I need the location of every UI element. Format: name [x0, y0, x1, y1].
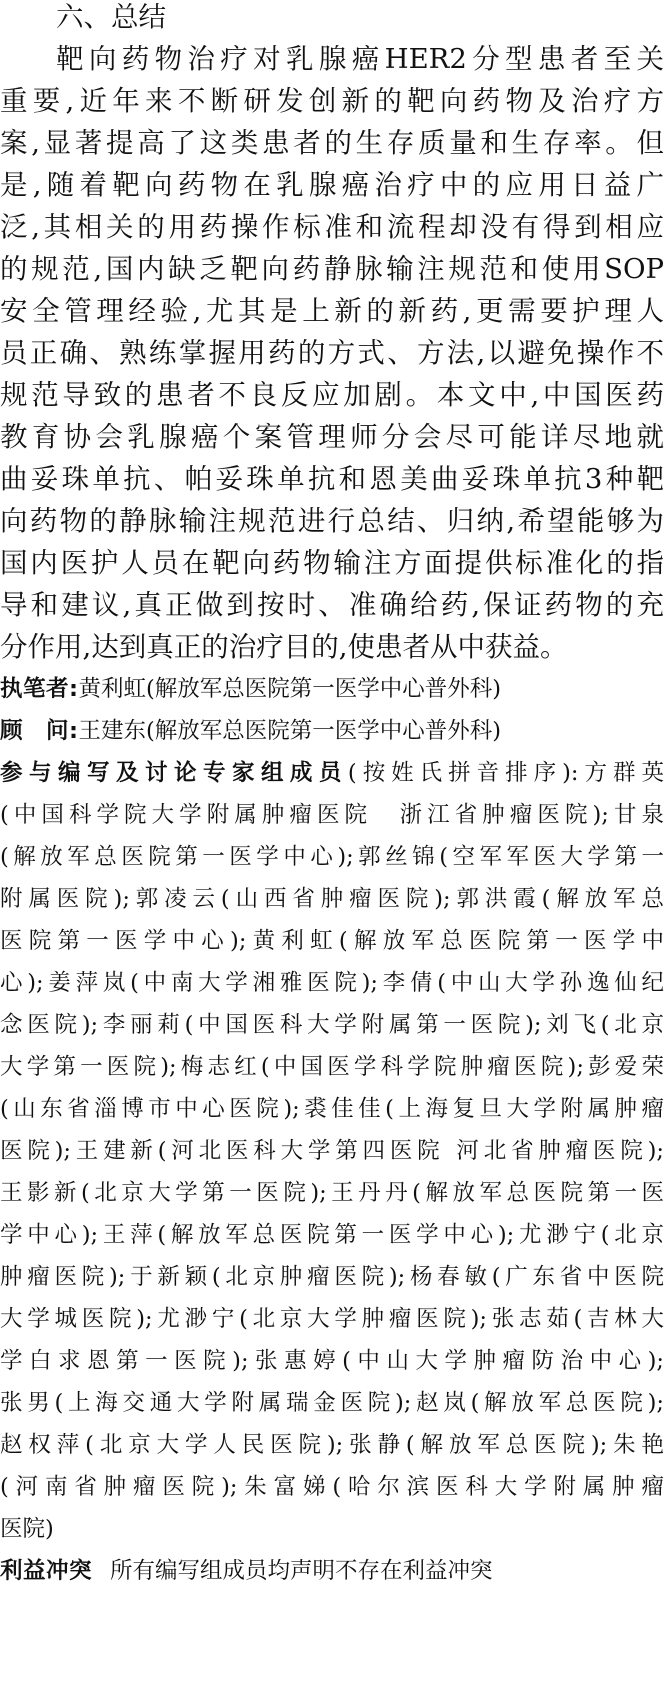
author-credit: [0, 672, 667, 706]
members-line: 医院第一医学中心);黄利虹(解放军总医院第一医学中: [0, 928, 664, 954]
members-line: 肿瘤医院);于新颖(北京肿瘤医院);杨春敏(广东省中医院: [0, 1264, 664, 1290]
members-line: 学白求恩第一医院);张惠婷(中山大学肿瘤防治中心);: [0, 1348, 664, 1374]
summary-line: 的规范,国内缺乏靶向药静脉输注规范和使用SOP: [0, 253, 664, 285]
summary-line: 员正确、熟练掌握用药的方式、方法,以避免操作不: [0, 337, 664, 369]
members-line: 附属医院);郭凌云(山西省肿瘤医院);郭洪霞(解放军总: [0, 886, 664, 912]
members-line: 念医院);李丽莉(中国医科大学附属第一医院);刘飞(北京: [0, 1012, 664, 1038]
members-line: [0, 756, 664, 790]
author-label: 执笔者:: [0, 676, 79, 702]
summary-line: 国内医护人员在靶向药物输注方面提供标准化的指: [0, 547, 664, 579]
members-line: 心);姜萍岚(中南大学湘雅医院);李倩(中山大学孙逸仙纪: [0, 970, 664, 996]
summary-line: 规范导致的患者不良反应加剧。本文中,中国医药: [0, 379, 664, 411]
summary-line: 靶向药物治疗对乳腺癌HER2分型患者至关: [56, 43, 664, 75]
conflict-label: 利益冲突: [0, 1558, 93, 1584]
members-line: 大学第一医院);梅志红(中国医学科学院肿瘤医院);彭爱荣: [0, 1054, 664, 1080]
advisor-label: 顾 问:: [0, 718, 79, 744]
summary-line: 曲妥珠单抗、帕妥珠单抗和恩美曲妥珠单抗3种靶: [0, 463, 664, 495]
summary-line: 重要,近年来不断研发创新的靶向药物及治疗方: [0, 85, 664, 117]
author-value: 黄利虹(解放军总医院第一医学中心普外科): [78, 676, 502, 702]
members-line: 医院);王建新(河北医科大学第四医院 河北省肿瘤医院);: [0, 1138, 664, 1164]
summary-line: 安全管理经验,尤其是上新的新药,更需要护理人: [0, 295, 664, 327]
summary-line: 分作用,达到真正的治疗目的,使患者从中获益。: [0, 631, 568, 663]
members-line: 医院): [0, 1516, 54, 1542]
section-heading: 六、总结: [56, 1, 166, 33]
advisor-credit: [0, 714, 667, 748]
members-line: (中国科学院大学附属肿瘤医院 浙江省肿瘤医院);甘泉: [0, 802, 664, 828]
members-first-line-rest: (按姓氏拼音排序):方群英: [347, 760, 664, 786]
members-line: 学中心);王萍(解放军总医院第一医学中心);尤渺宁(北京: [0, 1222, 664, 1248]
members-line: (解放军总医院第一医学中心);郭丝锦(空军军医大学第一: [0, 844, 664, 870]
summary-line: 案,显著提高了这类患者的生存质量和生存率。但: [0, 127, 664, 159]
summary-line: 导和建议,真正做到按时、准确给药,保证药物的充: [0, 589, 664, 621]
members-line: 张男(上海交通大学附属瑞金医院);赵岚(解放军总医院);: [0, 1390, 664, 1416]
members-label: 参与编写及讨论专家组成员: [0, 760, 348, 786]
summary-line: 向药物的静脉输注规范进行总结、归纳,希望能够为: [0, 505, 664, 537]
summary-line: 教育协会乳腺癌个案管理师分会尽可能详尽地就: [0, 421, 664, 453]
conflict-value: 所有编写组成员均声明不存在利益冲突: [110, 1558, 493, 1584]
members-line: (河南省肿瘤医院);朱富娣(哈尔滨医科大学附属肿瘤: [0, 1474, 664, 1500]
members-line: 赵权萍(北京大学人民医院);张静(解放军总医院);朱艳: [0, 1432, 664, 1458]
advisor-value: 王建东(解放军总医院第一医学中心普外科): [78, 718, 502, 744]
summary-line: 是,随着靶向药物在乳腺癌治疗中的应用日益广: [0, 169, 664, 201]
summary-line: 泛,其相关的用药操作标准和流程却没有得到相应: [0, 211, 664, 243]
members-line: (山东省淄博市中心医院);裘佳佳(上海复旦大学附属肿瘤: [0, 1096, 664, 1122]
members-line: 大学城医院);尤渺宁(北京大学肿瘤医院);张志茹(吉林大: [0, 1306, 664, 1332]
members-line: 王影新(北京大学第一医院);王丹丹(解放军总医院第一医: [0, 1180, 664, 1206]
conflict-statement: [0, 1554, 667, 1588]
